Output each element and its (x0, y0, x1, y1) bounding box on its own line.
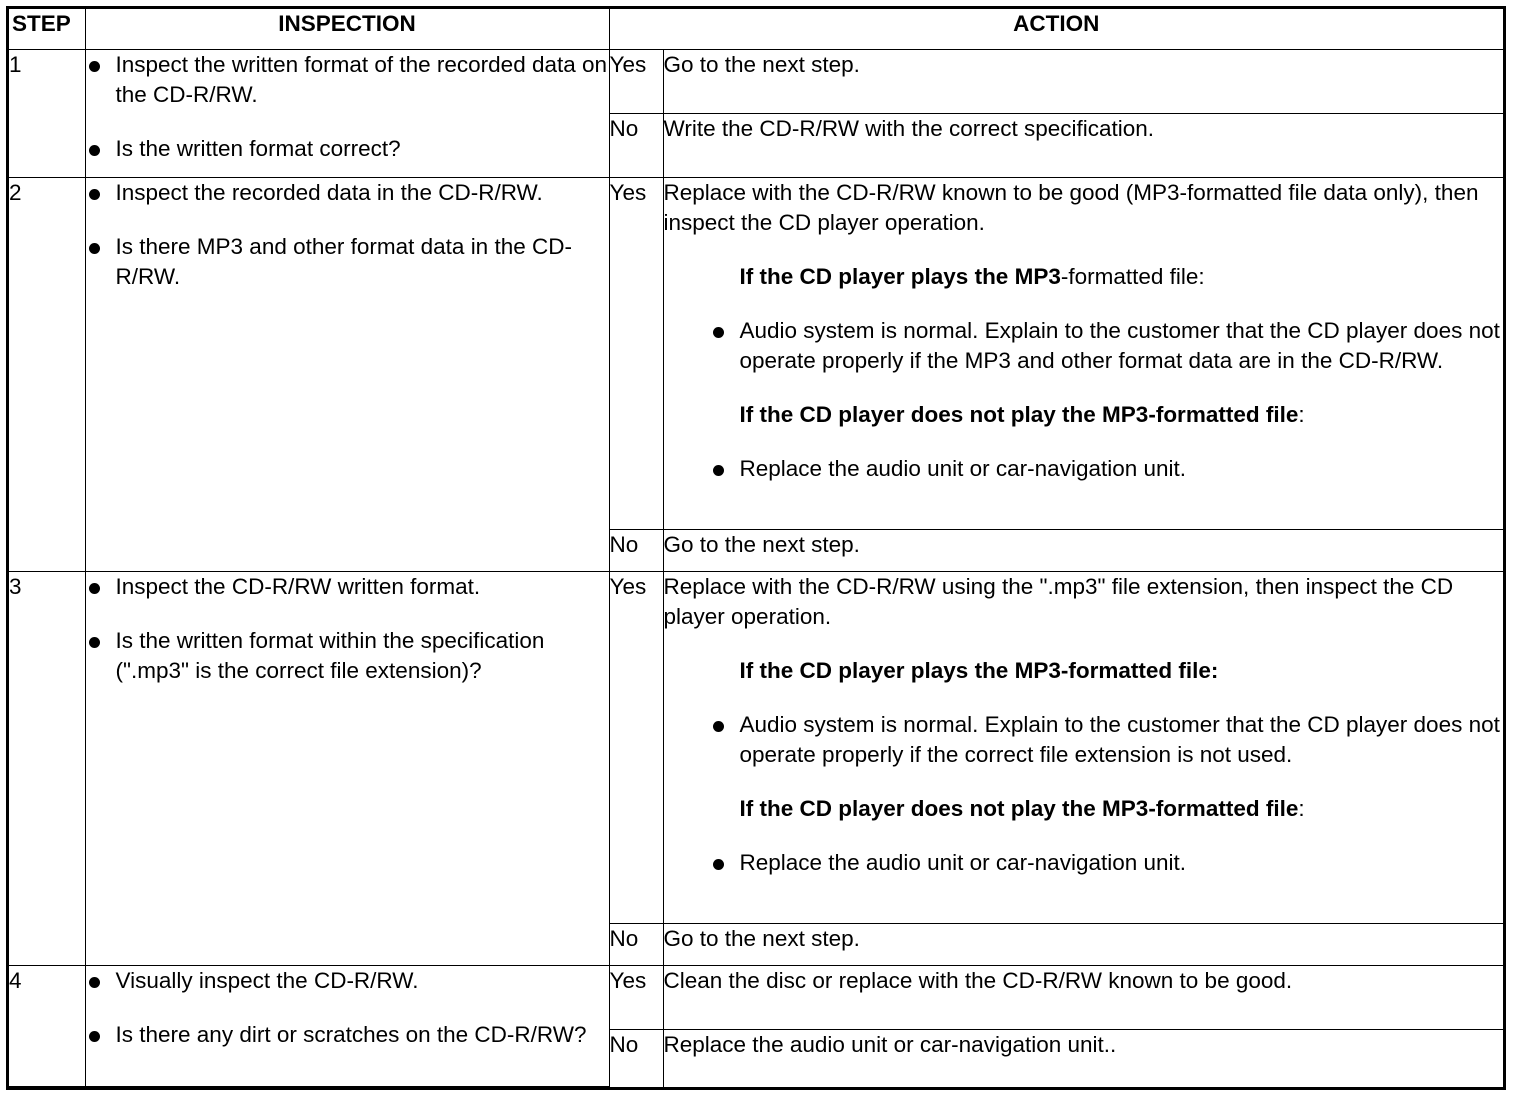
step-4-number: 4 (9, 966, 85, 1087)
step-2-no-action: Go to the next step. (663, 530, 1503, 572)
step-1-inspection-item-2: Is the written format correct? (86, 134, 609, 164)
step-3-case2-bullet: Replace the audio unit or car-navigation unit. (710, 848, 1504, 878)
step-2-case2-colon: : (1298, 402, 1305, 427)
header-action: ACTION (609, 9, 1503, 50)
step-3-case1-bullet: Audio system is normal. Explain to the customer that the CD player does not operate properly if the correct file extension is not used. (710, 710, 1504, 770)
step-4-inspection-item-2: Is there any dirt or scratches on the CD-R/RW? (86, 1020, 609, 1050)
step-3-inspection-item-2: Is the written format within the specification (".mp3" is the correct file extension)? (86, 626, 609, 686)
step-2-case2-heading-tail: -formatted file (1148, 402, 1299, 427)
step-3-yes-row (9, 572, 1503, 924)
step-1-yes-action: Go to the next step. (663, 50, 1503, 114)
step-3-case2-heading (664, 794, 1504, 824)
step-2-case1-bullet: Audio system is normal. Explain to the customer that the CD player does not operate properly if the MP3 and other format data are in the CD-R/RW. (710, 316, 1504, 376)
step-1-no-label: No (609, 114, 663, 178)
step-2-case1-heading-tail: -formatted file: (1060, 264, 1205, 289)
step-1-number: 1 (9, 50, 85, 178)
step-4-no-label: No (609, 1030, 663, 1087)
step-3-inspection (85, 572, 609, 966)
step-1-inspection (85, 50, 609, 178)
step-3-case1-heading: If the CD player plays the MP3-formatted file: (739, 658, 1219, 683)
step-2-yes-label: Yes (609, 178, 663, 530)
step-2-yes-action (663, 178, 1503, 530)
step-3-yes-intro: Replace with the CD-R/RW using the ".mp3" file extension, then inspect the CD player operation. (663, 574, 1454, 629)
step-2-case2-bullet: Replace the audio unit or car-navigation unit. (710, 454, 1504, 484)
step-2-inspection (85, 178, 609, 572)
step-1-yes-row (9, 50, 1503, 114)
step-2-number: 2 (9, 178, 85, 572)
step-2-yes-intro: Replace with the CD-R/RW known to be good (MP3-formatted file data only), then inspect the CD player operation. (663, 180, 1479, 235)
header-step: STEP (9, 9, 85, 50)
step-3-inspection-item-1: Inspect the CD-R/RW written format. (86, 572, 609, 602)
step-2-case1-heading (664, 262, 1504, 292)
step-2-case2-heading (664, 400, 1504, 430)
step-2-no-label: No (609, 530, 663, 572)
step-3-no-action: Go to the next step. (663, 924, 1503, 966)
step-1-inspection-item-1: Inspect the written format of the recorded data on the CD-R/RW. (86, 50, 609, 110)
step-2-inspection-item-2: Is there MP3 and other format data in the CD-R/RW. (86, 232, 609, 292)
step-4-yes-action: Clean the disc or replace with the CD-R/RW known to be good. (663, 966, 1503, 1030)
step-4-no-action: Replace the audio unit or car-navigation unit.. (663, 1030, 1503, 1087)
step-3-yes-action (663, 572, 1503, 924)
step-2-yes-row (9, 178, 1503, 530)
step-2-case1-heading-text: If the CD player plays the MP3 (739, 264, 1061, 289)
step-4-inspection-item-1: Visually inspect the CD-R/RW. (86, 966, 609, 996)
diagnostic-sheet (6, 6, 1506, 1090)
step-3-no-label: No (609, 924, 663, 966)
step-4-yes-label: Yes (609, 966, 663, 1030)
step-3-case2-colon: : (1298, 796, 1305, 821)
step-2-inspection-item-1: Inspect the recorded data in the CD-R/RW. (86, 178, 609, 208)
step-1-yes-label: Yes (609, 50, 663, 114)
step-2-case2-heading-text: If the CD player does not play the MP3 (739, 402, 1149, 427)
step-3-yes-label: Yes (609, 572, 663, 924)
header-row (9, 9, 1503, 50)
header-inspection: INSPECTION (85, 9, 609, 50)
step-4-yes-row (9, 966, 1503, 1030)
step-4-inspection (85, 966, 609, 1087)
step-3-number: 3 (9, 572, 85, 966)
step-1-no-action: Write the CD-R/RW with the correct specification. (663, 114, 1503, 178)
diagnostic-table (9, 9, 1503, 1087)
step-3-case2-heading-text: If the CD player does not play the MP3-formatted file (739, 796, 1299, 821)
